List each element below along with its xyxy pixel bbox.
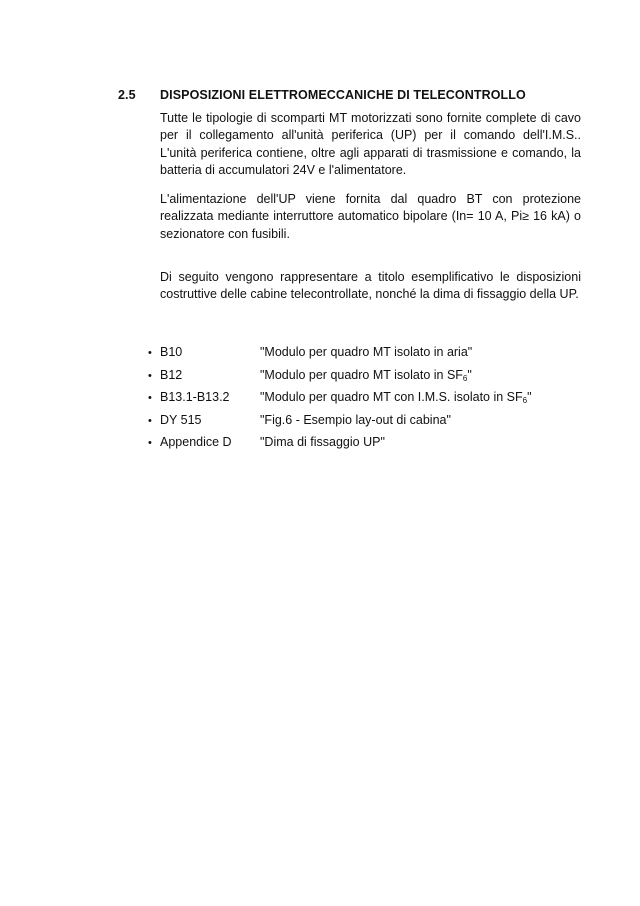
item-description — [260, 368, 472, 383]
section-number: 2.5 — [118, 88, 136, 102]
item-description — [260, 435, 385, 449]
bullet-icon: • — [148, 369, 152, 382]
paragraph-layout-intro: Di seguito vengono rappresentare a titolo esemplificativo le disposizioni costruttive delle cabine telecontrollate, nonché la dima di fissaggio della UP. — [160, 270, 581, 302]
item-code: B10 — [160, 345, 183, 359]
item-description-end: " — [527, 390, 532, 404]
paragraph-cable-description: Tutte le tipologie di scomparti MT motorizzati sono fornite complete di cavo per il collegamento all'unità periferica (UP) per il comando dell'I.M.S.. L'unità periferica contiene, oltre agli apparati di trasmissione e comando, la batteria di accumulatori 24V e l'alimentatore. — [160, 111, 581, 177]
bullet-icon: • — [148, 392, 152, 404]
item-description — [260, 413, 451, 427]
item-description-text: "Modulo per quadro MT isolato in aria" — [260, 345, 473, 359]
subscript: 6 — [462, 373, 468, 383]
item-description-text: "Fig.6 - Esempio lay-out di cabina" — [260, 412, 451, 427]
reference-list — [148, 345, 598, 458]
list-item — [148, 345, 598, 368]
section-heading — [118, 88, 598, 102]
item-code: B13.1-B13.2 — [160, 390, 230, 404]
list-item — [148, 413, 598, 436]
list-item — [148, 435, 598, 458]
item-description-text: "Dima di fissaggio UP" — [260, 435, 385, 449]
item-code: Appendice D — [160, 435, 232, 449]
list-item — [148, 390, 598, 413]
bullet-icon: • — [148, 437, 152, 449]
subscript: 6 — [522, 396, 528, 405]
section-title: DISPOSIZIONI ELETTROMECCANICHE DI TELECONTROLLO — [160, 88, 526, 102]
list-item — [148, 368, 598, 391]
item-description-text: "Modulo per quadro MT con I.M.S. isolato in SF — [260, 390, 523, 404]
item-description — [260, 345, 472, 359]
item-description — [260, 390, 532, 405]
item-description-end: " — [467, 367, 472, 382]
bullet-icon: • — [148, 414, 152, 427]
bullet-icon: • — [148, 347, 152, 359]
paragraph-power-supply: L'alimentazione dell'UP viene fornita dal quadro BT con protezione realizzata mediante interruttore automatico bipolare (In= 10 A, Pi≥ 16 kA) o sezionatore con fusibili. — [160, 192, 581, 241]
item-code: DY 515 — [160, 412, 202, 427]
item-description-text: "Modulo per quadro MT isolato in SF — [260, 367, 463, 382]
item-code: B12 — [160, 367, 183, 382]
